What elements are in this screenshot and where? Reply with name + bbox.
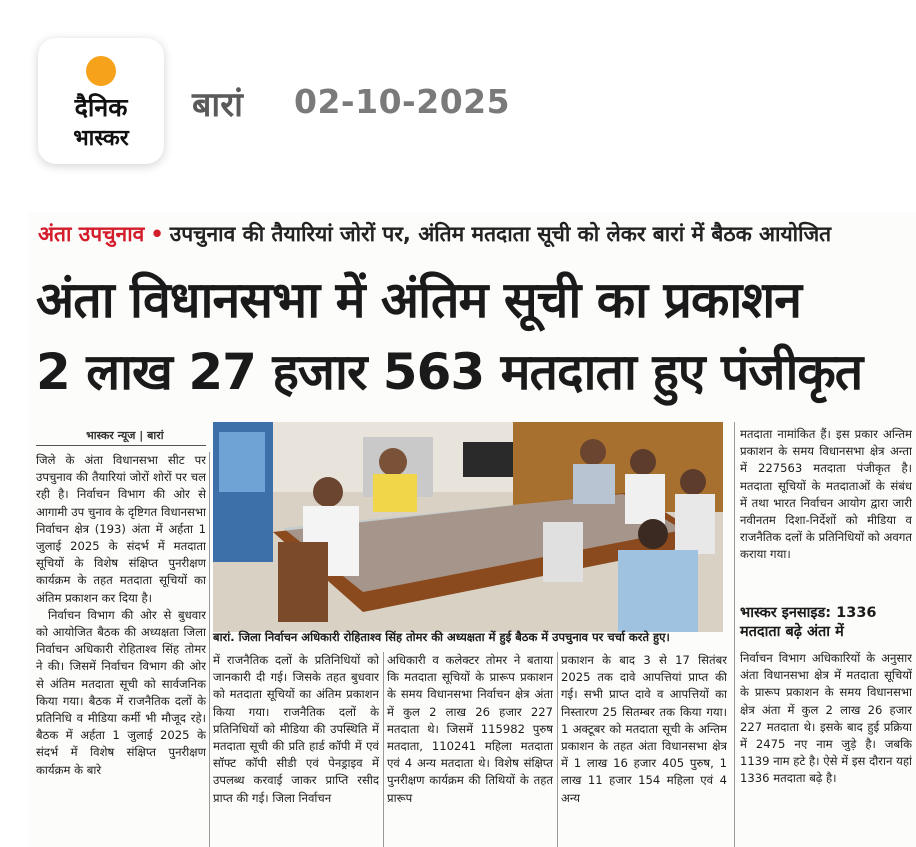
column-5-top: मतदाता नामांकित हैं। इस प्रकार अन्तिम प्रकाशन के समय विधानसभा क्षेत्र अन्ता में 227563 मतदाता पंजीकृत है। मतदाता सूचियों के मतदाताओं के संबंध में तथा भारत निर्वाचन आयोग द्वारा जारी नवीनतम दिशा-निर्देशों को मीडिया व राजनैतिक दलों के प्रतिनिधियों को अवगत कराया गया।: [740, 427, 912, 562]
meeting-photo-illustration: [213, 422, 723, 632]
column-divider-2: [383, 652, 384, 847]
headline-line1: अंता विधानसभा में अंतिम सूची का प्रकाशन: [36, 271, 802, 329]
edition-date: 02-10-2025: [294, 82, 511, 121]
column-divider-1: [209, 452, 210, 847]
logo-text-line1: दैनिक: [74, 93, 128, 122]
column-divider-3: [557, 652, 558, 847]
meeting-photo: [213, 422, 723, 632]
photo-caption: बारां. जिला निर्वाचन अधिकारी रोहिताश्व सिंह तोमर की अध्यक्षता में हुई बैठक में उपचुनाव पर चर्चा करते हुए।: [213, 630, 670, 644]
column-5-bottom: निर्वाचन विभाग अधिकारियों के अनुसार अंता विधानसभा क्षेत्र में मतदाता सूचियों के प्रारूप प्रकाशन के समय विधानसभा क्षेत्र अंता में कुल 2 लाख 26 हजार 227 मतदाता थे। इसके बाद हुई प्रक्रिया में 2475 नए नाम जुड़े है। जबकि 1139 नाम हटे है। ऐसे में इस दौरान यहां 1336 मतदाता बढ़े है।: [740, 651, 912, 786]
column-1: [36, 452, 206, 847]
newspaper-clipping: [28, 212, 916, 847]
byline: भास्कर न्यूज | बारां: [86, 429, 164, 442]
headline-line2: 2 लाख 27 हजार 563 मतदाता हुए पंजीकृत: [36, 343, 863, 401]
column-1-para-1: जिले के अंता विधानसभा सीट पर उपचुनाव की तैयारियां जोरों शोरों पर चल रही है। निर्वाचन विभाग की ओर से आगामी उप चुनाव के दृष्टिगत विधानसभा निर्वाचन क्षेत्र (193) अंता में अर्हता 1 जुलाई 2025 के संदर्भ में मतदाता सूचियों के विशेष संक्षिप्त पुनरीक्षण कार्यक्रम के तहत मतदाता सूचियों का अंतिम प्रकाशन कर दिया है।: [36, 453, 206, 605]
logo-text-line2: भास्कर: [73, 126, 129, 151]
inside-subheading: भास्कर इनसाइड: 1336 मतदाता बढ़े अंता में: [740, 605, 877, 640]
sun-icon: [86, 56, 116, 86]
app-header: [0, 0, 916, 190]
column-divider-4: [734, 422, 735, 847]
kicker-text: उपचुनाव की तैयारियां जोरों पर, अंतिम मतदाता सूची को लेकर बारां में बैठक आयोजित: [169, 222, 832, 246]
column-2: में राजनैतिक दलों के प्रतिनिधियों को जानकारी दी गई। जिसके तहत बुधवार को मतदाता सूचियों का अंतिम प्रकाशन किया गया। राजनैतिक दलों के प्रतिनिधियों को मीडिया की उपस्थिति में मतदाता सूची की प्रति हार्ड कॉपी में एवं सॉफ्ट कॉपी सीडी एवं पेनड्राइव में उपलब्ध करवाई जाकर प्राप्ति रसीद प्राप्त की गई। जिला निर्वाचन: [213, 653, 379, 805]
kicker-tag: अंता उपचुनाव: [38, 222, 145, 246]
edition-city: बारां: [192, 85, 243, 125]
column-4: प्रकाशन के बाद 3 से 17 सितंबर 2025 तक दावे आपत्तियां प्राप्त की गई। सभी प्राप्त दावे व आपत्तियों का निस्तारण 25 सितम्बर तक किया गया। 1 अक्टूबर को मतदाता सूची के अन्तिम प्रकाशन के तहत अंता विधानसभा क्षेत्र में 1 लाख 16 हजार 405 पुरुष, 1 लाख 11 हजार 154 महिला एवं 4 अन्य: [561, 653, 727, 805]
dainik-bhaskar-logo[interactable]: [38, 38, 164, 164]
column-3: अधिकारी व कलेक्टर तोमर ने बताया कि मतदाता सूचियों के प्रारूप प्रकाशन के समय विधानसभा निर्वाचन क्षेत्र अंता में कुल 2 लाख 26 हजार 227 मतदाता थे। जिसमें 115982 पुरुष मतदाता, 110241 महिला मतदाता एवं 4 अन्य मतदाता थे। विशेष संक्षिप्त पुनरीक्षण कार्यक्रम की तिथियों के तहत प्रारूप: [387, 653, 553, 805]
column-1-para-2: निर्वाचन विभाग की ओर से बुधवार को आयोजित बैठक की अध्यक्षता जिला निर्वाचन अधिकारी रोहिताश्व सिंह तोमर ने की। जिसमें निर्वाचन विभाग की ओर से अंतिम मतदाता सूची को सार्वजनिक किया गया। बैठक में राजनैतिक दलों के प्रतिनिधि व मीडिया कर्मी भी मौजूद रहे। बैठक में अर्हता 1 जुलाई 2025 के संदर्भ में विशेष संक्षिप्त पुनरीक्षण कार्यक्रम के बारे: [36, 607, 206, 777]
byline-rule: [36, 445, 206, 446]
kicker: [38, 220, 831, 248]
kicker-bullet: •: [150, 222, 164, 246]
